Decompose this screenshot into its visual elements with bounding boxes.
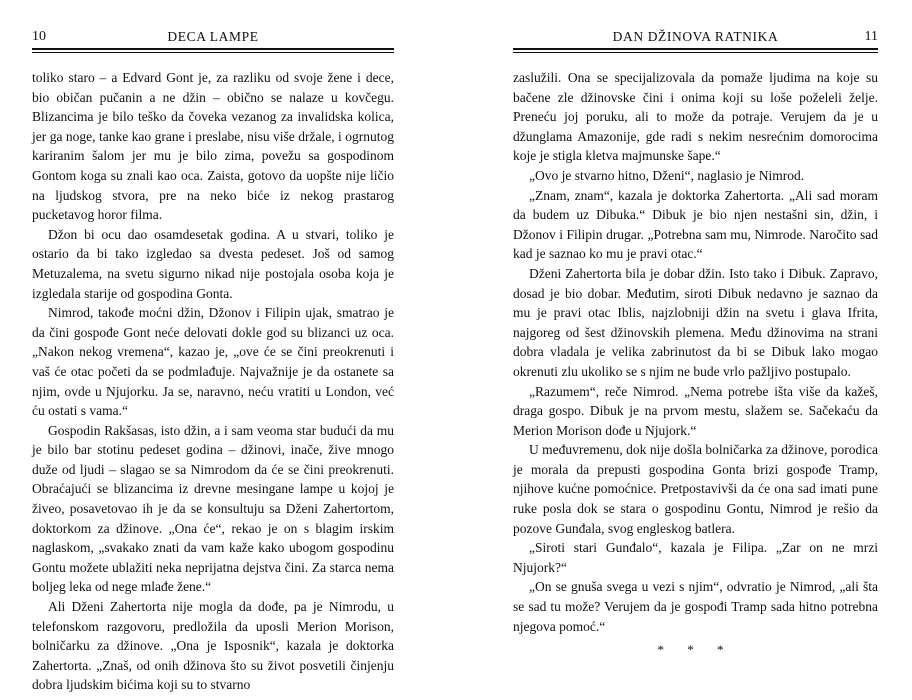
- paragraph: Džon bi ocu dao osamdesetak godina. A u stvari, toliko je ostario da bi tako izgledao sa dvesta pedeset. Još od samog Metuzalema, na svetu sigurno nikad nije postojala osoba koja je izgledala starije od gospodina Gonta.: [32, 226, 394, 301]
- paragraph: zaslužili. Ona se specijalizovala da pomaže ljudima na koje su bačene zle džinovske čini i onima koji su loše poželeli želje. Preneću joj poruku, ali to može da potraje. Verujem da je u džunglama Amazonije, gde radi s nekim nesrećnim domorocima koje je stigla kletva majmunske šape.“: [513, 70, 878, 164]
- section-break: * * *: [657, 642, 734, 658]
- paragraph: Gospodin Rakšasas, isto džin, a i sam veoma star budući da mu je bilo bar stotinu pedeset godina – džinovi, inače, žive mnogo duže od ljudi – slagao se sa Nimrodom da će se čini preokrenuti. Obraćajući se blizancima iz drevne mesingane lampe u kojoj je živeo, posavetovao ih je da se konsultuju sa Dženi Zahertortom, doktorkom za džinove. „Ona će“, rekao je on s blagim irskim naglaskom, „svakako znati da vam kaže kako ubogom gospodinu Gontu možete ublažiti neka neprijatna dejstva čini. Za starca nema boljeg leka od nege mlađe žene.“: [32, 422, 394, 595]
- left-page: [32, 0, 394, 700]
- paragraph: „Razumem“, reče Nimrod. „Nema potrebe išta više da kažeš, draga gospo. Dibuk je na prvom mestu, slažem se. Sačekaću da Merion Morison dođe u Njujork.“: [513, 383, 878, 438]
- right-page-header: [513, 28, 878, 50]
- running-head: DECA LAMPE: [167, 29, 259, 44]
- paragraph: Nimrod, takođe moćni džin, Džonov i Filipin ujak, smatrao je da čini gospođe Gont neće delovati dokle god su blizanci uz oca. „Nakon nekog vremena“, kazao je, „ove će se čini preokrenuti i vaš će otac početi da se podmlađuje. Najvažnije je da ostanete sa njim, ovde u Njujorku. Ja se, naravno, neću vratiti u London, već ću ostati s vama.“: [32, 305, 394, 419]
- page-number: 11: [864, 29, 878, 44]
- right-page: [513, 0, 878, 700]
- paragraph: „Siroti stari Gunđalo“, kazala je Filipa. „Zar on ne mrzi Njujork?“: [513, 540, 878, 575]
- running-head: DAN DŽINOVA RATNIKA: [612, 29, 779, 44]
- paragraph: Dženi Zahertorta bila je dobar džin. Isto tako i Dibuk. Zapravo, dosad je bio dobar. Međutim, siroti Dibuk nedavno je saznao da mu je pravi otac Iblis, najzlobniji džin na svetu i glava Ifrita, najgoreg od šest džinovskih plemena. Među džinovima na strani dobra vladala je velika zabrinutost da bi se Dibuk lako mogao okrenuti zlu ukoliko se s njim ne bude vrlo pažljivo postupalo.: [513, 265, 878, 379]
- paragraph: „Znam, znam“, kazala je doktorka Zahertorta. „Ali sad moram da budem uz Dibuka.“ Dibuk je bio njen nestašni sin, džin, i Džonov i Filipin drugar. „Potrebna sam mu, Nimrode. Naročito sad kad je saznao ko mu je pravi otac.“: [513, 187, 878, 262]
- right-page-body: [513, 68, 878, 660]
- left-page-body: [32, 68, 394, 695]
- page-number: 10: [32, 29, 46, 44]
- paragraph: U međuvremenu, dok nije došla bolničarka za džinove, porodica je morala da prepusti gospodina Gonta brizi gospođe Tramp, njihove kućne pomoćnice. Pretpostavivši da će ona sad imati pune ruke posla dok se stara o gospodinu Gontu, Nimrod je rešio da pozove Gunđala, svog engleskog batlera.: [513, 442, 878, 536]
- paragraph: „Ovo je stvarno hitno, Dženi“, naglasio je Nimrod.: [529, 167, 805, 183]
- paragraph: toliko staro – a Edvard Gont je, za razliku od svoje žene i dece, bio običan pučanin a ne džin – obično se nalaze u kovčegu. Blizancima je bilo teško da čoveka vezanog za invalidska kolica, jer ga noge, tanke kao grane i preslabe, nisu više držale, i ogrnutog kariranim šalom jer mu je bilo zima, povežu sa gospodinom Gontom koga su znali kao oca. Zaista, gotovo da uopšte nije ličio na ljudskog stvora, pre na neko biće iz nekog prastarog pucketavog horor filma.: [32, 70, 394, 223]
- left-page-header: [32, 28, 394, 50]
- paragraph: Ali Dženi Zahertorta nije mogla da dođe, pa je Nimrodu, u telefonskom razgovoru, predložila da uposli Merion Morison, bolničarku za džinove. „Ona je Isposnik“, kazala je doktorka Zahertorta. „Znaš, od onih džinova što su život posvetili činjenju dobra ljudskim bićima koji su to stvarno: [32, 599, 394, 693]
- paragraph: „On se gnuša svega u vezi s njim“, odvratio je Nimrod, „ali šta se sad tu može? Verujem da je gospođi Tramp sada hitno potrebna njegova pomoć.“: [513, 579, 878, 634]
